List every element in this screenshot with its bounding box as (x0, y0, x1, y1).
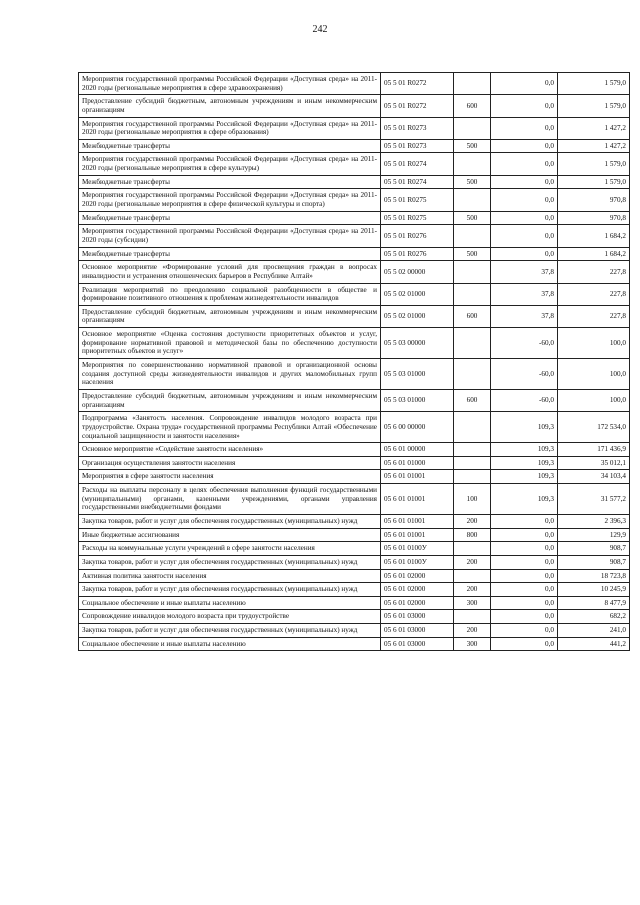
table-row (79, 175, 630, 189)
row-amount-total: 2 396,3 (558, 514, 630, 528)
row-amount-change: 0,0 (491, 596, 558, 610)
table-row (79, 225, 630, 247)
row-amount-total: 1 684,2 (558, 225, 630, 247)
row-name: Межбюджетные трансферты (79, 139, 381, 153)
row-code: 05 5 02 01000 (381, 283, 454, 305)
row-amount-change: 0,0 (491, 95, 558, 117)
row-code: 05 6 01 01001 (381, 514, 454, 528)
row-type (454, 117, 491, 139)
table-row (79, 73, 630, 95)
row-type: 600 (454, 95, 491, 117)
row-code: 05 5 02 00000 (381, 261, 454, 283)
table-row (79, 528, 630, 542)
row-code: 05 5 01 R0272 (381, 95, 454, 117)
table-row (79, 247, 630, 261)
row-amount-change: -60,0 (491, 328, 558, 359)
row-amount-total: 441,2 (558, 637, 630, 651)
row-amount-change: 0,0 (491, 225, 558, 247)
row-amount-total: 1 579,0 (558, 73, 630, 95)
row-amount-total: 34 103,4 (558, 470, 630, 484)
row-code: 05 5 01 R0275 (381, 189, 454, 211)
table-row (79, 514, 630, 528)
row-amount-change: 109,3 (491, 412, 558, 443)
row-name: Закупка товаров, работ и услуг для обеспечения государственных (муниципальных) нужд (79, 624, 381, 638)
row-amount-total: 1 427,2 (558, 139, 630, 153)
row-amount-total: 1 579,0 (558, 95, 630, 117)
row-type (454, 443, 491, 457)
row-amount-change: 0,0 (491, 542, 558, 556)
row-name: Расходы на выплаты персоналу в целях обеспечения выполнения функций государственными (муниципальными) органами, казенными учреждениями, органами управления государственными внебюджетными фондами (79, 484, 381, 515)
row-name: Социальное обеспечение и иные выплаты населению (79, 596, 381, 610)
row-amount-change: 0,0 (491, 637, 558, 651)
table-row (79, 596, 630, 610)
row-amount-total: 1 684,2 (558, 247, 630, 261)
row-code: 05 5 02 01000 (381, 305, 454, 327)
row-code: 05 5 03 00000 (381, 328, 454, 359)
row-type: 200 (454, 583, 491, 597)
budget-table (78, 72, 630, 651)
row-code: 05 6 01 01001 (381, 470, 454, 484)
table-row (79, 569, 630, 583)
row-type (454, 225, 491, 247)
row-type: 500 (454, 247, 491, 261)
row-type: 200 (454, 514, 491, 528)
table-row (79, 456, 630, 470)
row-name: Мероприятия государственной программы Российской Федерации «Доступная среда» на 2011-2020 годы (региональные мероприятия в сфере образования) (79, 117, 381, 139)
row-amount-change: 109,3 (491, 470, 558, 484)
row-name: Предоставление субсидий бюджетным, автономным учреждениям и иным некоммерческим организациям (79, 305, 381, 327)
row-type (454, 412, 491, 443)
row-code: 05 6 01 02000 (381, 596, 454, 610)
row-name: Закупка товаров, работ и услуг для обеспечения государственных (муниципальных) нужд (79, 514, 381, 528)
row-amount-change: 0,0 (491, 73, 558, 95)
table-row (79, 283, 630, 305)
page-number: 242 (312, 24, 328, 35)
row-code: 05 5 01 R0274 (381, 153, 454, 175)
table-row (79, 583, 630, 597)
row-code: 05 5 01 R0273 (381, 139, 454, 153)
table-row (79, 261, 630, 283)
row-amount-change: 37,8 (491, 283, 558, 305)
row-type (454, 359, 491, 390)
table-row (79, 470, 630, 484)
row-code: 05 5 01 R0275 (381, 211, 454, 225)
row-name: Организация осуществления занятости населения (79, 456, 381, 470)
row-name: Мероприятия государственной программы Российской Федерации «Доступная среда» на 2011-2020 годы (региональные мероприятия в сфере физической культуры и спорта) (79, 189, 381, 211)
row-amount-change: 0,0 (491, 189, 558, 211)
row-type (454, 542, 491, 556)
row-amount-change: 0,0 (491, 583, 558, 597)
row-type (454, 328, 491, 359)
table-row (79, 211, 630, 225)
row-name: Мероприятия государственной программы Российской Федерации «Доступная среда» на 2011-2020 годы (региональные мероприятия в сфере культуры) (79, 153, 381, 175)
row-amount-change: 0,0 (491, 153, 558, 175)
row-code: 05 5 01 R0276 (381, 225, 454, 247)
row-name: Активная политика занятости населения (79, 569, 381, 583)
row-code: 05 6 01 03000 (381, 610, 454, 624)
row-amount-total: 129,9 (558, 528, 630, 542)
table-row (79, 637, 630, 651)
row-type: 500 (454, 175, 491, 189)
row-name: Межбюджетные трансферты (79, 211, 381, 225)
row-amount-change: 0,0 (491, 624, 558, 638)
row-type (454, 283, 491, 305)
table-row (79, 153, 630, 175)
row-amount-total: 227,8 (558, 305, 630, 327)
row-amount-total: 31 577,2 (558, 484, 630, 515)
row-name: Предоставление субсидий бюджетным, автономным учреждениям и иным некоммерческим организациям (79, 389, 381, 411)
table-row (79, 555, 630, 569)
row-amount-total: 172 534,0 (558, 412, 630, 443)
row-code: 05 6 01 0100У (381, 542, 454, 556)
row-amount-total: 100,0 (558, 359, 630, 390)
row-type: 500 (454, 139, 491, 153)
row-name: Основное мероприятие «Формирование условий для просвещения граждан в вопросах инвалидности и устранения отношенческих барьеров в Республике Алтай» (79, 261, 381, 283)
row-amount-change: 0,0 (491, 610, 558, 624)
row-amount-total: 10 245,9 (558, 583, 630, 597)
row-name: Закупка товаров, работ и услуг для обеспечения государственных (муниципальных) нужд (79, 555, 381, 569)
row-name: Мероприятия государственной программы Российской Федерации «Доступная среда» на 2011-2020 годы (региональные мероприятия в сфере здравоохранения) (79, 73, 381, 95)
table-row (79, 610, 630, 624)
row-name: Межбюджетные трансферты (79, 247, 381, 261)
row-name: Иные бюджетные ассигнования (79, 528, 381, 542)
row-code: 05 6 01 03000 (381, 637, 454, 651)
row-type: 600 (454, 389, 491, 411)
row-type: 200 (454, 624, 491, 638)
row-amount-change: 0,0 (491, 569, 558, 583)
row-amount-change: 0,0 (491, 247, 558, 261)
row-type (454, 470, 491, 484)
row-code: 05 5 01 R0273 (381, 117, 454, 139)
row-type (454, 456, 491, 470)
row-amount-total: 18 723,8 (558, 569, 630, 583)
row-type: 200 (454, 555, 491, 569)
row-type (454, 261, 491, 283)
row-code: 05 6 01 01001 (381, 528, 454, 542)
row-name: Реализация мероприятий по преодолению социальной разобщенности в обществе и формирование позитивного отношения к проблемам жизнедеятельности инвалидов (79, 283, 381, 305)
row-amount-change: 0,0 (491, 514, 558, 528)
row-amount-change: 109,3 (491, 443, 558, 457)
row-amount-change: 0,0 (491, 117, 558, 139)
row-amount-total: 100,0 (558, 389, 630, 411)
row-code: 05 6 01 02000 (381, 583, 454, 597)
row-type: 500 (454, 211, 491, 225)
table-row (79, 359, 630, 390)
row-type (454, 73, 491, 95)
table-row (79, 484, 630, 515)
row-code: 05 6 01 01001 (381, 484, 454, 515)
row-amount-change: 0,0 (491, 528, 558, 542)
row-code: 05 6 01 03000 (381, 624, 454, 638)
row-name: Межбюджетные трансферты (79, 175, 381, 189)
row-amount-total: 1 579,0 (558, 175, 630, 189)
table-row (79, 328, 630, 359)
table-row (79, 95, 630, 117)
table-row (79, 443, 630, 457)
row-type: 100 (454, 484, 491, 515)
row-name: Основное мероприятие «Содействие занятости населения» (79, 443, 381, 457)
row-type: 800 (454, 528, 491, 542)
row-code: 05 6 01 02000 (381, 569, 454, 583)
row-name: Расходы на коммунальные услуги учреждений в сфере занятости населения (79, 542, 381, 556)
row-name: Социальное обеспечение и иные выплаты населению (79, 637, 381, 651)
row-code: 05 6 01 01000 (381, 456, 454, 470)
row-amount-total: 908,7 (558, 555, 630, 569)
row-code: 05 5 01 R0276 (381, 247, 454, 261)
row-amount-total: 227,8 (558, 261, 630, 283)
row-amount-change: 109,3 (491, 456, 558, 470)
row-type: 600 (454, 305, 491, 327)
table-row (79, 305, 630, 327)
row-type (454, 569, 491, 583)
row-amount-total: 682,2 (558, 610, 630, 624)
row-type: 300 (454, 596, 491, 610)
row-code: 05 5 03 01000 (381, 389, 454, 411)
row-amount-total: 1 579,0 (558, 153, 630, 175)
table-row (79, 389, 630, 411)
row-amount-change: 37,8 (491, 305, 558, 327)
row-code: 05 6 00 00000 (381, 412, 454, 443)
row-code: 05 5 03 01000 (381, 359, 454, 390)
table-row (79, 542, 630, 556)
row-amount-change: 0,0 (491, 555, 558, 569)
row-amount-change: 0,0 (491, 139, 558, 153)
row-name: Закупка товаров, работ и услуг для обеспечения государственных (муниципальных) нужд (79, 583, 381, 597)
row-amount-total: 100,0 (558, 328, 630, 359)
row-amount-total: 241,0 (558, 624, 630, 638)
row-code: 05 6 01 00000 (381, 443, 454, 457)
row-amount-change: 0,0 (491, 211, 558, 225)
row-name: Основное мероприятие «Оценка состояния доступности приоритетных объектов и услуг, формирование нормативной правовой и методической базы по обеспечению доступности приоритетных объектов и услуг» (79, 328, 381, 359)
row-amount-total: 1 427,2 (558, 117, 630, 139)
row-type (454, 153, 491, 175)
row-type (454, 189, 491, 211)
row-amount-change: -60,0 (491, 359, 558, 390)
row-name: Сопровождение инвалидов молодого возраста при трудоустройстве (79, 610, 381, 624)
table-row (79, 412, 630, 443)
row-amount-total: 35 012,1 (558, 456, 630, 470)
row-amount-total: 970,8 (558, 211, 630, 225)
row-amount-change: 37,8 (491, 261, 558, 283)
table-row (79, 189, 630, 211)
table-row (79, 117, 630, 139)
row-amount-total: 171 436,9 (558, 443, 630, 457)
row-amount-total: 970,8 (558, 189, 630, 211)
row-amount-change: 109,3 (491, 484, 558, 515)
table-row (79, 139, 630, 153)
row-amount-total: 227,8 (558, 283, 630, 305)
row-name: Подпрограмма «Занятость населения. Сопровождение инвалидов молодого возраста при трудоустройстве. Охрана труда» государственной программы Республики Алтай «Обеспечение социальной защищенности и занятости населения» (79, 412, 381, 443)
row-type (454, 610, 491, 624)
table-body (79, 73, 630, 651)
row-amount-change: -60,0 (491, 389, 558, 411)
row-code: 05 5 01 R0274 (381, 175, 454, 189)
row-name: Предоставление субсидий бюджетным, автономным учреждениям и иным некоммерческим организациям (79, 95, 381, 117)
row-amount-total: 908,7 (558, 542, 630, 556)
row-amount-change: 0,0 (491, 175, 558, 189)
row-code: 05 5 01 R0272 (381, 73, 454, 95)
row-type: 300 (454, 637, 491, 651)
row-amount-total: 8 477,9 (558, 596, 630, 610)
row-name: Мероприятия государственной программы Российской Федерации «Доступная среда» на 2011-2020 годы (субсидии) (79, 225, 381, 247)
row-name: Мероприятия по совершенствованию нормативной правовой и организационной основы создания доступной среды жизнедеятельности инвалидов и других маломобильных групп населения (79, 359, 381, 390)
row-name: Мероприятия в сфере занятости населения (79, 470, 381, 484)
table-row (79, 624, 630, 638)
row-code: 05 6 01 0100У (381, 555, 454, 569)
